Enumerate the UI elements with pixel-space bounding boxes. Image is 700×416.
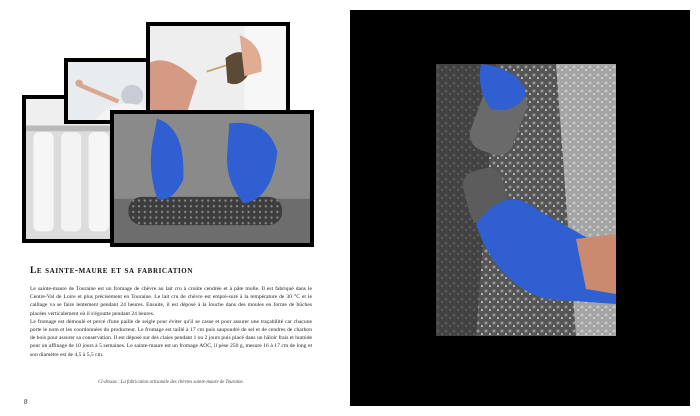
- section-heading: Le sainte-maure et sa fabrication: [30, 266, 194, 276]
- photo-caption: Ci-dessus : La fabrication artisanale des chèvres sainte-maure de Touraine.: [98, 380, 244, 385]
- page-number: 8: [24, 398, 28, 406]
- photo-hands-straw: [146, 22, 290, 114]
- photo-gloved-hands-rolling-ash: [436, 64, 616, 336]
- paragraph-1: Le sainte-maure de Touraine est un fromage de chèvre au lait cru à croûte cendrée et à pâte molle. Il est fabriqué dans le Centre-Val de Loire et plus précisément en Touraine. Le lait cru de chèvre est empré-suré à la température de 30 °C et le caillage va se faire lentement pendant 24 heures. Ensuite, il est déposé à la louche dans des moules en forme de bûches placées verticalement où il s'égoutte pendant 24 heures.: [30, 286, 312, 317]
- photo-gloved-hands-ash-log: [110, 110, 314, 247]
- paragraph-2: Le fromage est démoulé et percé d'une paille de seigle pour éviter qu'il se casse et pour assurer une traçabilité car chacune porte le nom et les coordonnées du producteur. Le fromage est taillé à 17 cm puis saupoudré de sel et de cendres de charbon de bois pour assurer sa conservation. Il est déposé sur des claies pendant 1 ou 2 jours puis placé dans un hâloir frais et humide pour un affinage de 10 jours à 5 semaines. Le sainte-maure est un fromage AOC, il pèse 250 g, mesure 16 à 17 cm de long et son diamètre est de 4,5 à 5,5 cm.: [30, 318, 312, 358]
- body-text: [30, 285, 312, 359]
